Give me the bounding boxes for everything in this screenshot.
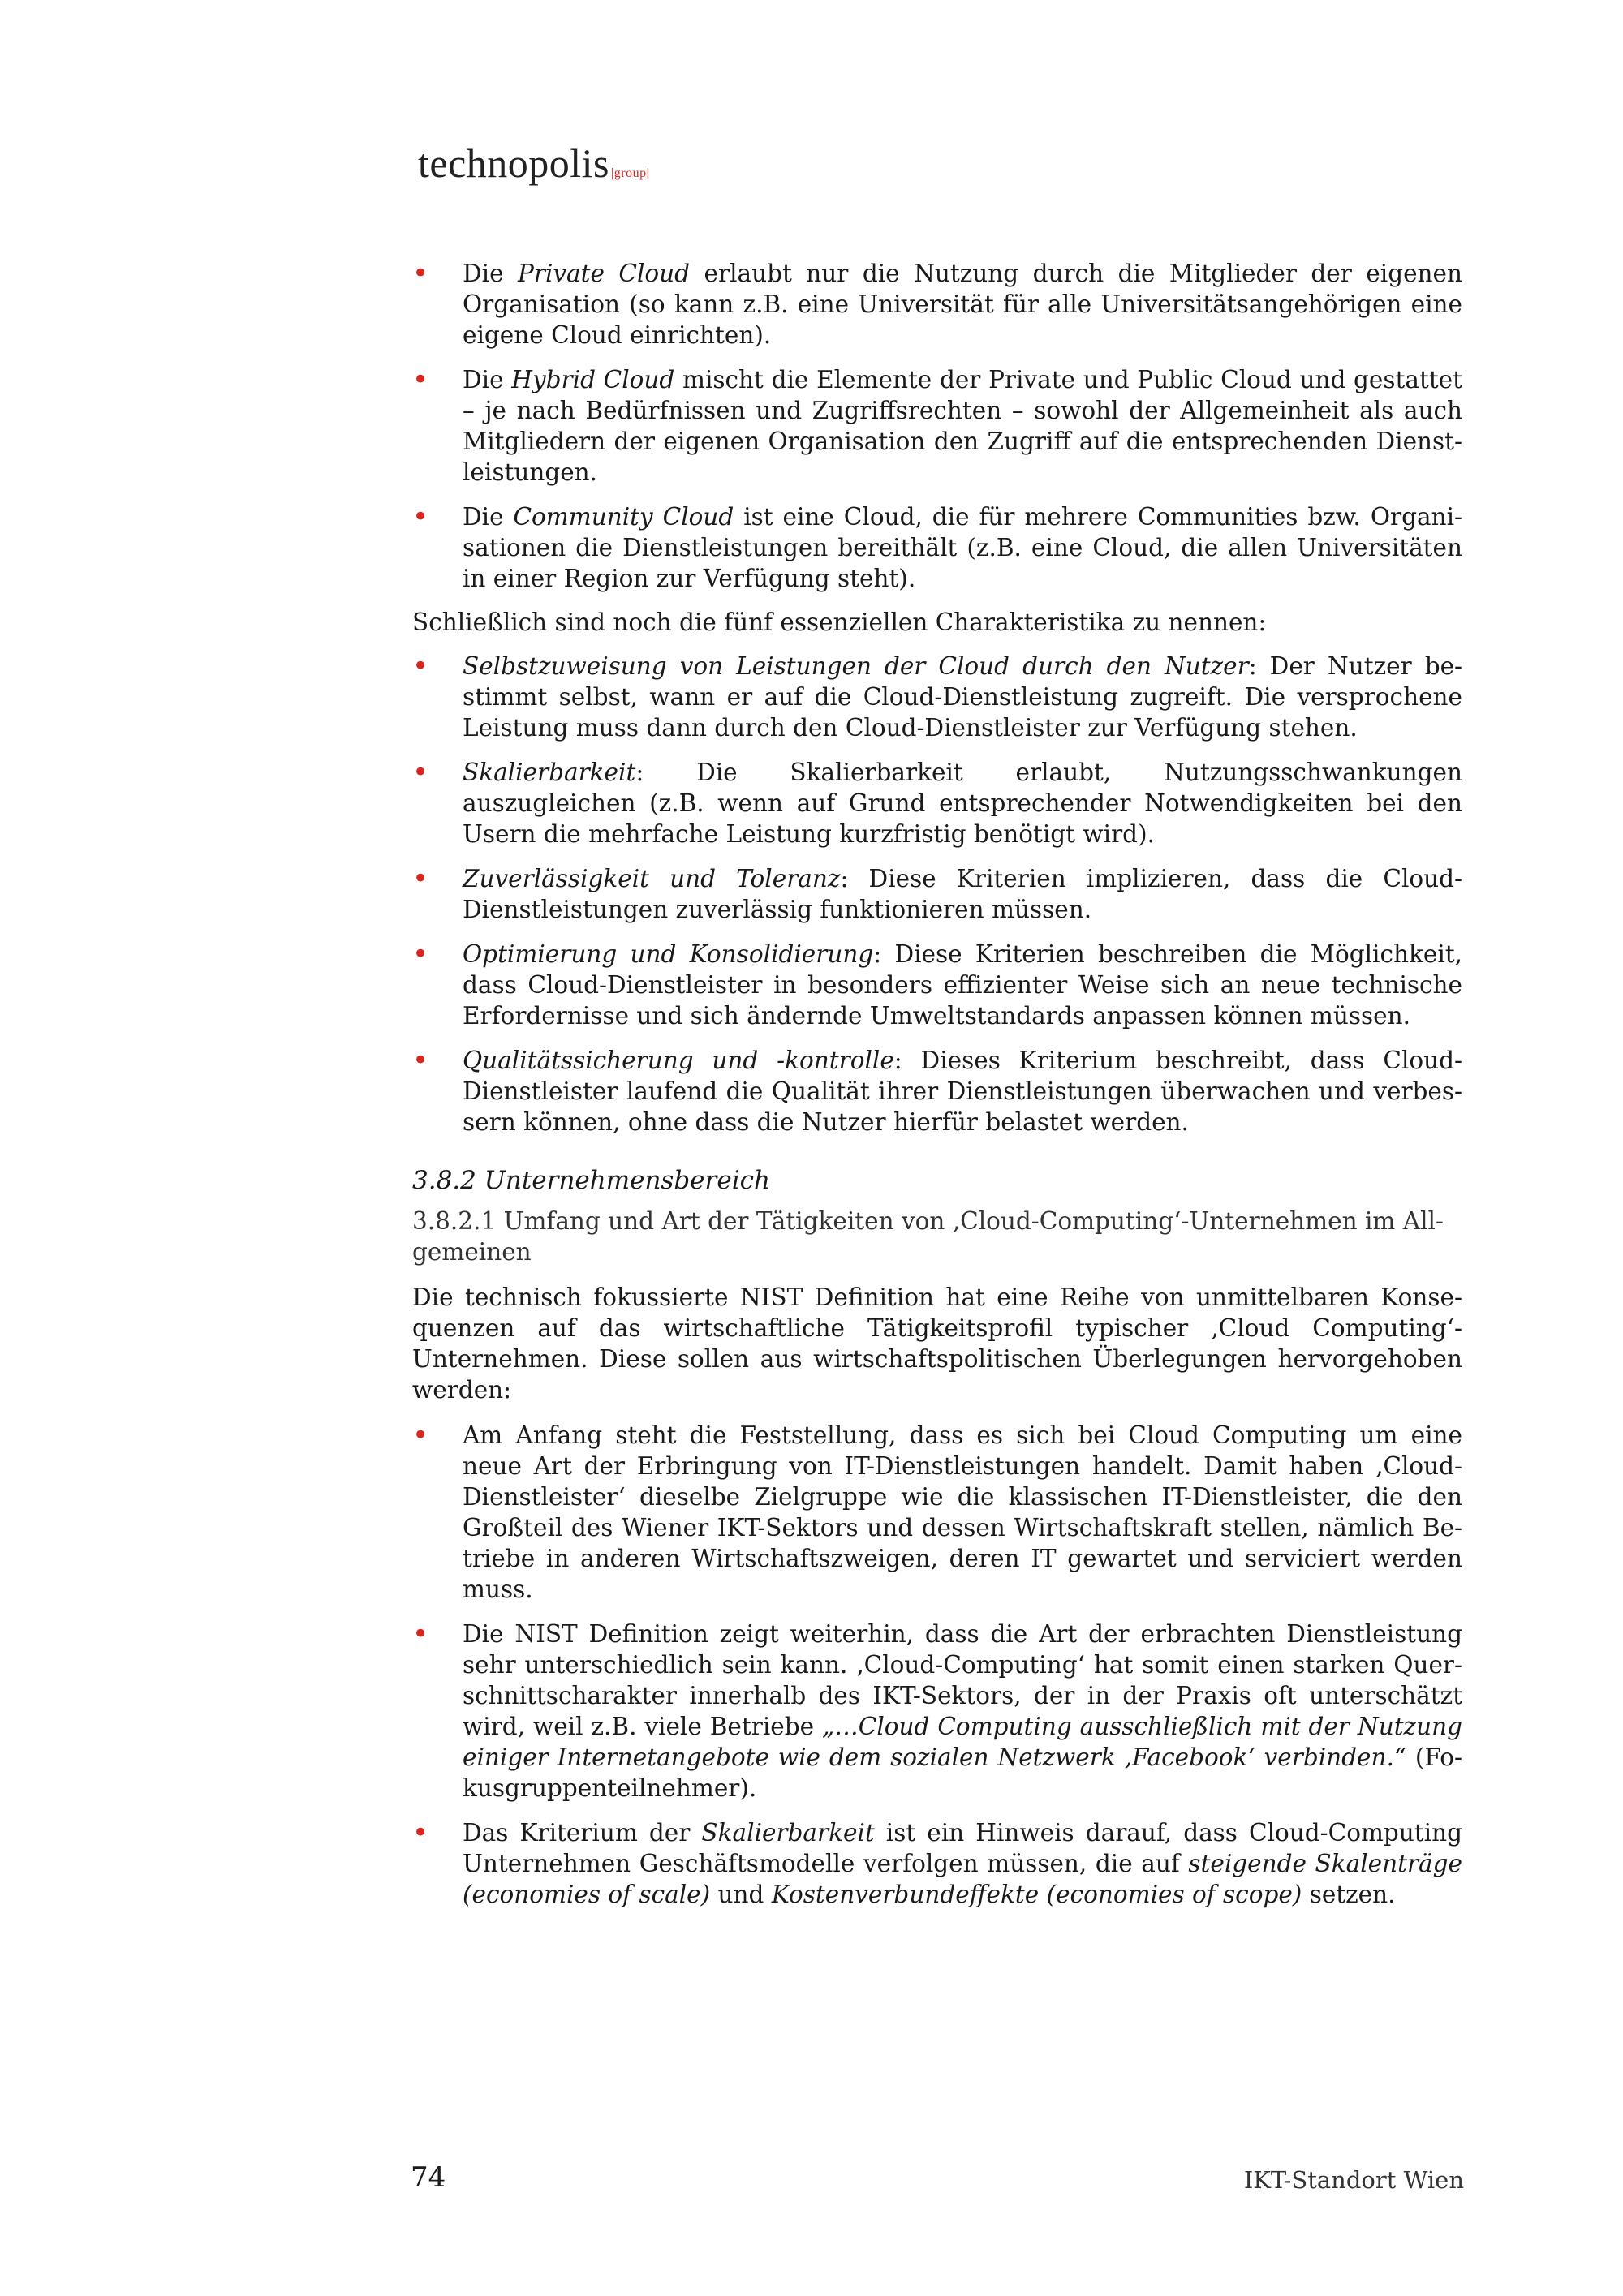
footer-title: IKT-Standort Wien bbox=[1243, 2166, 1464, 2194]
consequences-list bbox=[412, 1420, 1462, 1910]
page-number: 74 bbox=[411, 2161, 446, 2194]
list-item: • Zuverlässigkeit und Toleranz: Diese Kriterien implizieren, dass die Cloud-Dienstleistungen zuverlässig funktionieren müssen. bbox=[412, 863, 1462, 925]
body-paragraph: Die technisch fokussierte NIST Definition hat eine Reihe von unmittelbaren Konsequenzen auf das wirtschaftliche Tätigkeitsprofil typischer ‚Cloud Computing‘-Unternehmen. Diese sollen aus wirtschaftspolitischen Überlegungen hervorgehoben werden: bbox=[412, 1283, 1462, 1404]
logo-main-text: technopolis bbox=[418, 140, 610, 186]
section-heading: 3.8.2 Unternehmensbereich bbox=[412, 1166, 770, 1195]
characteristics-list bbox=[412, 651, 1462, 1137]
list-item: • Optimierung und Konsolidierung: Diese Kriterien beschreiben die Möglichkeit, dass Cloud-Dienstleister in besonders effizienter Weise sich an neue technische Erfordernisse und sich ändernde Umweltstandards anpassen können müssen. bbox=[412, 939, 1462, 1031]
list-item: • Qualitätssicherung und -kontrolle: Dieses Kriterium beschreibt, dass Cloud-Dienstleister laufend die Qualität ihrer Dienstleistungen überwachen und verbessern können, ohne dass die Nutzer hierfür belastet werden. bbox=[412, 1045, 1462, 1137]
list-item: • Die Private Cloud erlaubt nur die Nutzung durch die Mitglieder der eigenen Organisation (so kann z.B. eine Universität für alle Universitätsangehörigen eine eigene Cloud einrichten). bbox=[412, 258, 1462, 350]
intro-paragraph: Schließlich sind noch die fünf essenziellen Charakteristika zu nennen: bbox=[412, 608, 1267, 636]
list-item: • Das Kriterium der Skalierbarkeit ist ein Hinweis darauf, dass Cloud-Computing Unternehmen Geschäftsmodelle verfolgen müssen, die auf steigende Skalenträge (economies of scale) und Kostenverbundeffekte (economies of scope) setzen. bbox=[412, 1817, 1462, 1910]
list-item: • Die Hybrid Cloud mischt die Elemente der Private und Public Cloud und gestattet – je nach Bedürfnissen und Zugriffsrechten – sowohl der Allgemeinheit als auch Mitgliedern der eigenen Organisation den Zugriff auf die entsprechenden Dienstleistungen. bbox=[412, 364, 1462, 488]
list-item: • Am Anfang steht die Feststellung, dass es sich bei Cloud Computing um eine neue Art der Erbringung von IT-Dienstleistungen handelt. Damit haben ‚Cloud-Dienstleister‘ dieselbe Zielgruppe wie die klassischen IT-Dienstleister, die den Großteil des Wiener IKT-Sektors und dessen Wirtschaftskraft stellen, nämlich Betriebe in anderen Wirtschaftszweigen, deren IT gewartet und serviciert werden muss. bbox=[412, 1420, 1462, 1605]
technopolis-logo bbox=[418, 140, 649, 187]
page-content bbox=[412, 258, 1462, 1910]
cloud-types-list bbox=[412, 258, 1462, 594]
logo-group-text: |group| bbox=[611, 166, 650, 180]
subsection-heading: 3.8.2.1 Umfang und Art der Tätigkeiten von ‚Cloud-Computing‘-Unternehmen im Allgemeinen bbox=[412, 1207, 1444, 1266]
list-item: • Skalierbarkeit: Die Skalierbarkeit erlaubt, Nutzungsschwankungen auszugleichen (z.B. wenn auf Grund entsprechender Notwendigkeiten bei den Usern die mehrfache Leistung kurzfristig benötigt wird). bbox=[412, 757, 1462, 849]
list-item: • Die NIST Definition zeigt weiterhin, dass die Art der erbrachten Dienstleistung sehr unterschiedlich sein kann. ‚Cloud-Computing‘ hat somit einen starken Querschnittscharakter innerhalb des IKT-Sektors, der in der Praxis oft unterschätzt wird, weil z.B. viele Betriebe „…Cloud Computing ausschließlich mit der Nutzung einiger Internetangebote wie dem sozialen Netzwerk ‚Facebook‘ verbinden.“ (Fokusgruppenteilnehmer). bbox=[412, 1619, 1462, 1804]
list-item: • Selbstzuweisung von Leistungen der Cloud durch den Nutzer: Der Nutzer bestimmt selbst, wann er auf die Cloud-Dienstleistung zugreift. Die versprochene Leistung muss dann durch den Cloud-Dienstleister zur Verfügung stehen. bbox=[412, 651, 1462, 743]
list-item: • Die Community Cloud ist eine Cloud, die für mehrere Communities bzw. Organisationen die Dienstleistungen bereithält (z.B. eine Cloud, die allen Universitäten in einer Region zur Verfügung steht). bbox=[412, 501, 1462, 594]
